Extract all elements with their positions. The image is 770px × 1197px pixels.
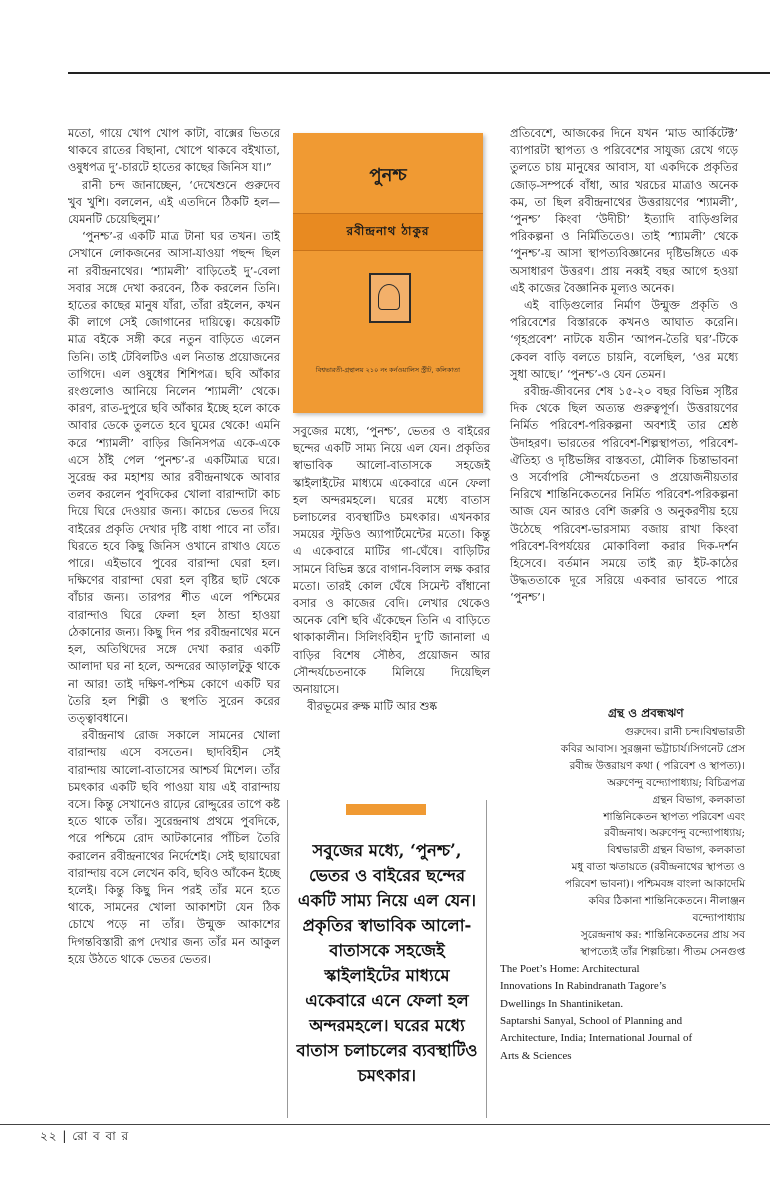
pull-quote-text: সবুজের মধ্যে, ‘পুনশ্চ’, ভেতর ও বাইরের ছন্দের একটি সাম্য নিয়ে এল যেন। প্রকৃতির স্বাভাবিক আলো-বাতাসকে সহজেই স্কাইলাইটের মাধ্যমে একেবারে এনে ফেলা হল অন্দরমহলে। ঘরের মধ্যে বাতাস চলাচলের ব্যবস্থাটিও চমৎকার। xyxy=(296,841,478,1085)
reference-line-english: Dwellings In Shantiniketan. xyxy=(500,997,624,1010)
article-column-right xyxy=(510,125,738,607)
reference-line: কবির আবাস। সুরঞ্জনা ভট্টাচার্য।সিগনেট প্রেস xyxy=(560,742,745,755)
reference-line: স্থাপত্যেই তাঁর শিল্পচিন্তা। পীতম সেনগুপ্ত xyxy=(580,945,745,958)
reference-line: শান্তিনিকেতন স্থাপত্য পরিবেশ এবং xyxy=(603,810,745,823)
reference-line: গ্রন্থন বিভাগ, কলকাতা xyxy=(652,793,745,806)
paragraph: ‘পুনশ্চ’-র একটি মাত্র টানা ঘর তখন। তাই সেখানে লোকজনের আসা-যাওয়া পছন্দ ছিল না রবীন্দ্রনাথের। ‘শ্যামলী’ বাড়িতেই দু’-বেলা সবার সঙ্গে দেখা করবেন, ঠিক করলেন তিনি। হাতের কাছের মানুষ যাঁরা, তাঁরা রইলেন, কখন কী লাগে সেই জোগানের দায়িত্বে। কয়েকটি মাত্র বইকে সঙ্গী করে নতুন বাড়িতে এলেন তিনি। তাই টেবিলটিও এল নিতান্ত প্রয়োজনের তাগিদে। এল ওষুধের শিশিপত্র। ছবি আঁকার রংগুলোও আনিয়ে নিলেন ‘শ্যামলী’ থেকে। কারণ, রাত-দুপুরে ছবি আঁকার ইচ্ছে হলে কাকে আবার ডেকে তুলতে হবে ঘুমের থেকে! এমনি করে ‘শ্যামলী’ বাড়ির জিনিসপত্র একে-একে এসে ঠাঁই পেল ‘পুনশ্চ’-র একটিমাত্র ঘরে। সুরেন্দ্র কর মহাশয় আর রবীন্দ্রনাথকে আবার তলব করলেন পুবদিকের খোলা বারান্দাটা কাচ দিয়ে ঘিরে দেওয়ার জন্য। কাচের ভেতর দিয়ে বাইরের প্রকৃতি দেখার দৃষ্টি বাধা পাবে না তাঁর। ঘিরতে হবে কিছু জিনিস ওখানে রাখাও যেতে পারে। এইভাবে পুবের বারান্দা ঘেরা হল। দক্ষিণের বারান্দা ঘেরা হল বৃষ্টির ছাট থেকে বাঁচার জন্য। তারপর শীত এলে পশ্চিমের বারান্দাও ঘিরে ফেলা হল ঠান্ডা হাওয়া ঠেকানোর জন্য। কিছু দিন পর রবীন্দ্রনাথের মনে হল, অতিথিদের সঙ্গে দেখা করার একটি আলাদা ঘর না হলে, অন্দরের আড়ালটুকু থাকে না আর! তাই দক্ষিণ-পশ্চিম কোণে একটি ঘর তৈরি হল শিল্পী ও স্থপতি সুরেন করের তত্ত্বাবধানে। xyxy=(68,229,280,725)
reference-line: বিশ্বভারতী গ্রন্থন বিভাগ, কলকাতা xyxy=(607,844,745,857)
reference-line-english: Saptarshi Sanyal, School of Planning and xyxy=(500,1014,683,1027)
pull-quote-box xyxy=(287,800,487,1118)
book-cover-author: রবীন্দ্রনাথ ঠাকুর xyxy=(346,224,430,238)
book-cover-title: পুনশ্চ xyxy=(369,165,407,186)
reference-line: সুরেন্দ্রনাথ কর: শান্তিনিকেতনের প্রায় সব xyxy=(580,928,745,941)
reference-line-english: Innovations In Rabindranath Tagore’s xyxy=(500,980,667,993)
article-column-left xyxy=(68,125,280,968)
paragraph: প্রতিবেশে, আজকের দিনে যখন ‘মাড আর্কিটেক্ট’ ব্যাপারটা স্থাপত্য ও পরিবেশের সাযুজ্য রেখে গড়ে তুলতে চায় মানুষের আবাস, যা একদিকে প্রকৃতির জোড়-সম্পর্কে বাঁধা, আর খরচের মাত্রাও অনেক কম, তা ছিল রবীন্দ্রনাথের উত্তরায়ণের ‘শ্যামলী’, ‘পুনশ্চ’ কিংবা ‘উদীচী’ ইত্যাদি বাড়িগুলির পরিকল্পনা ও নির্মিতিতেও। তাই ‘শ্যামলী’ থেকে ‘পুনশ্চ’-য় আসা স্থাপত্যবিজ্ঞানের দৃষ্টিভঙ্গিতে এক অসাধারণ উত্তরণ। প্রায় নব্বই বছর আগে হওয়া এই কাজের বৈজ্ঞানিক মূল্যও অনেক। xyxy=(510,126,738,295)
paragraph: রবীন্দ্র-জীবনের শেষ ১৫-২০ বছর বিভিন্ন সৃষ্টির দিক থেকে ছিল অত্যন্ত গুরুত্বপূর্ণ। উত্তরায়ণের নির্মিত পরিবেশ-পরিকল্পনা অবশ্যই তার শ্রেষ্ঠ উদাহরণ। ভারতের পরিবেশ-শিল্পস্থাপত্য, পরিবেশ-ঐতিহ্য ও দৃষ্টিভঙ্গির বাস্তবতা, মৌলিক চিন্তাভাবনা ও সর্বোপরি সৌন্দর্যচেতনা ও প্রয়োজনীয়তার নিরিখে শান্তিনিকেতনের নির্মিত পরিবেশ-পরিকল্পনা আজ যেন আরও বেশি জরুরি ও অনুকরণীয় হয়ে উঠেছে পরিবেশ-ভারসাম্য বজায় রাখা কিংবা পরিবেশ-বিপর্যয়ের মোকাবিলা করার দিক-দর্শন হিসেবে। বর্তমান সময়ে তাই রূঢ় ইট-কাঠের উদ্ধততাকে দূরে সরিয়ে একবার ভাবতে পারে ‘পুনশ্চ’। xyxy=(510,384,738,605)
references-heading: গ্রন্থ ও প্রবন্ধঋণ xyxy=(608,706,684,720)
paragraph: রানী চন্দ জানাচ্ছেন, ‘দেখেশুনে গুরুদেব খুব খুশি। বললেন, এই এতদিনে ঠিকটি হল— যেমনটি চেয়েছিলুম।’ xyxy=(68,177,280,227)
reference-line: বন্দ্যোপাধ্যায় xyxy=(692,911,745,924)
pull-quote-accent-bar xyxy=(346,804,426,815)
reference-line: রবীন্দ্র উত্তরায়ণ কথা ( পরিবেশ ও স্থাপত্য)। xyxy=(569,759,745,772)
reference-line: অরুণেন্দু বন্দ্যোপাধ্যায়; বিচিত্রপত্র xyxy=(607,776,745,789)
paragraph: সবুজের মধ্যে, ‘পুনশ্চ’, ভেতর ও বাইরের ছন্দের একটি সাম্য নিয়ে এল যেন। প্রকৃতির স্বাভাবিক আলো-বাতাসকে সহজেই স্কাইলাইটের মাধ্যমে একেবারে এনে ফেলা হল অন্দরমহলে। ঘরের মধ্যে বাতাস চলাচলের ব্যবস্থাটিও চমৎকার। এখনকার সময়ের স্টুডিও অ্যাপার্টমেন্টের মতো। কিন্তু এ একেবারে মাটির গা-ঘেঁষে। বাড়িটির সামনে বিভিন্ন স্তরে বাগান-বিলাস লক্ষ করার মতো। তারই কোল ঘেঁষে সিমেন্ট বাঁধানো বসার ও কাজের বেদি। লেখার থেকেও অনেক বেশি ছবি এঁকেছেন তিনি এ বাড়িতে থাকাকালীন। সিলিংবিহীন দু’টি জানালা এ বাড়ির বিশেষ সৌষ্ঠব, প্রয়োজন আর সৌন্দর্যচেতনাকে মিলিয়ে দিয়েছিল অনায়াসে। xyxy=(293,424,490,697)
reference-line-english: The Poet’s Home: Architectural xyxy=(500,962,640,975)
paragraph: মতো, গায়ে খোপ খোপ কাটা, বাক্সের ভিতরে থাকবে রাতের বিছানা, খোপে থাকবে বইখাতা, ওষুধপত্র দু’-চারটে হাতের কাছের জিনিস যা।” xyxy=(68,126,280,175)
emblem-inner-shape xyxy=(378,284,400,310)
page-folio: ২২ | রো ব বা র xyxy=(40,1129,130,1143)
reference-line: রবীন্দ্রনাথ। অরুণেন্দু বন্দ্যোপাধ্যায়; xyxy=(604,827,745,840)
paragraph: রবীন্দ্রনাথ রোজ সকালে সামনের খোলা বারান্দায় এসে বসতেন। ছাদবিহীন সেই বারান্দায় আলো-বাতাসের আশ্চর্য মিশেল। তাঁর চমৎকার একটি ছবি পাওয়া যায় এই বারান্দায় বসে। কিন্তু সেখানেও রাঢ়ের রোদ্দুরের তাপে কষ্ট হতে থাকে তাঁর। সুরেন্দ্রনাথ প্রথমে পুবদিকে, পরে পশ্চিমে রোদ আটকানোর পাঁচিল তৈরি করালেন রবীন্দ্রনাথের নির্দেশেই। সেই ছায়াঘেরা বারান্দায় বসে লেখেন কবি, ছবিও আঁকেন ইচ্ছে হলেই। কিন্তু কিছু দিন পরই তাঁর মনে হতে থাকে, সামনের খোলা আকাশটা যেন ঠিক চোখে পড়ে না তাঁর। উন্মুক্ত আকাশের দিগন্তবিস্তারী রূপ দেখার জন্য তাঁর মন আকুল হয়ে উঠতে থাকে ভেতর ভেতর। xyxy=(68,728,280,966)
reference-line: মধু বাতা ঋতায়তে (রবীন্দ্রনাথের স্থাপত্য ও xyxy=(571,861,745,874)
paragraph: এই বাড়িগুলোর নির্মাণ উন্মুক্ত প্রকৃতি ও পরিবেশের বিস্তারকে কখনও আঘাত করেনি। ‘গৃহপ্রবেশ’ নাটকে যতীন ‘আপন-তৈরি ঘর’-টিকে কেবল বাড়ি বলতে চায়নি, বলেছিল, ‘ওর মধ্যে সুধা আছে।’ ‘পুনশ্চ’-ও যেন তেমন। xyxy=(510,298,738,381)
article-column-middle xyxy=(293,423,490,715)
references-list xyxy=(500,724,745,1065)
header-rule xyxy=(68,72,770,74)
book-cover-author-band xyxy=(293,213,483,251)
reference-line: গুরুদেব। রানী চন্দ।বিশ্বভারতী xyxy=(624,726,745,738)
book-cover-publisher: বিশ্বভারতী-গ্রন্থালয় ২১০ নং কর্নওয়ালিস স্ট্রীট, কলিকাতা xyxy=(315,366,461,374)
footer-rule xyxy=(0,1124,770,1125)
reference-line-english: Architecture, India; International Journal of xyxy=(500,1032,693,1045)
publisher-emblem-icon xyxy=(369,273,411,323)
paragraph: বীরভূমের রুক্ষ মাটি আর শুষ্ক xyxy=(307,699,438,714)
book-cover-image xyxy=(293,133,483,413)
reference-line: কবির ঠিকানা শান্তিনিকেতনে। নীলাঞ্জন xyxy=(588,895,745,908)
reference-line: পরিবেশ ভাবনা)। পশ্চিমবঙ্গ বাংলা আকাদেমি xyxy=(564,878,745,891)
reference-line-english: Arts & Sciences xyxy=(500,1049,572,1062)
